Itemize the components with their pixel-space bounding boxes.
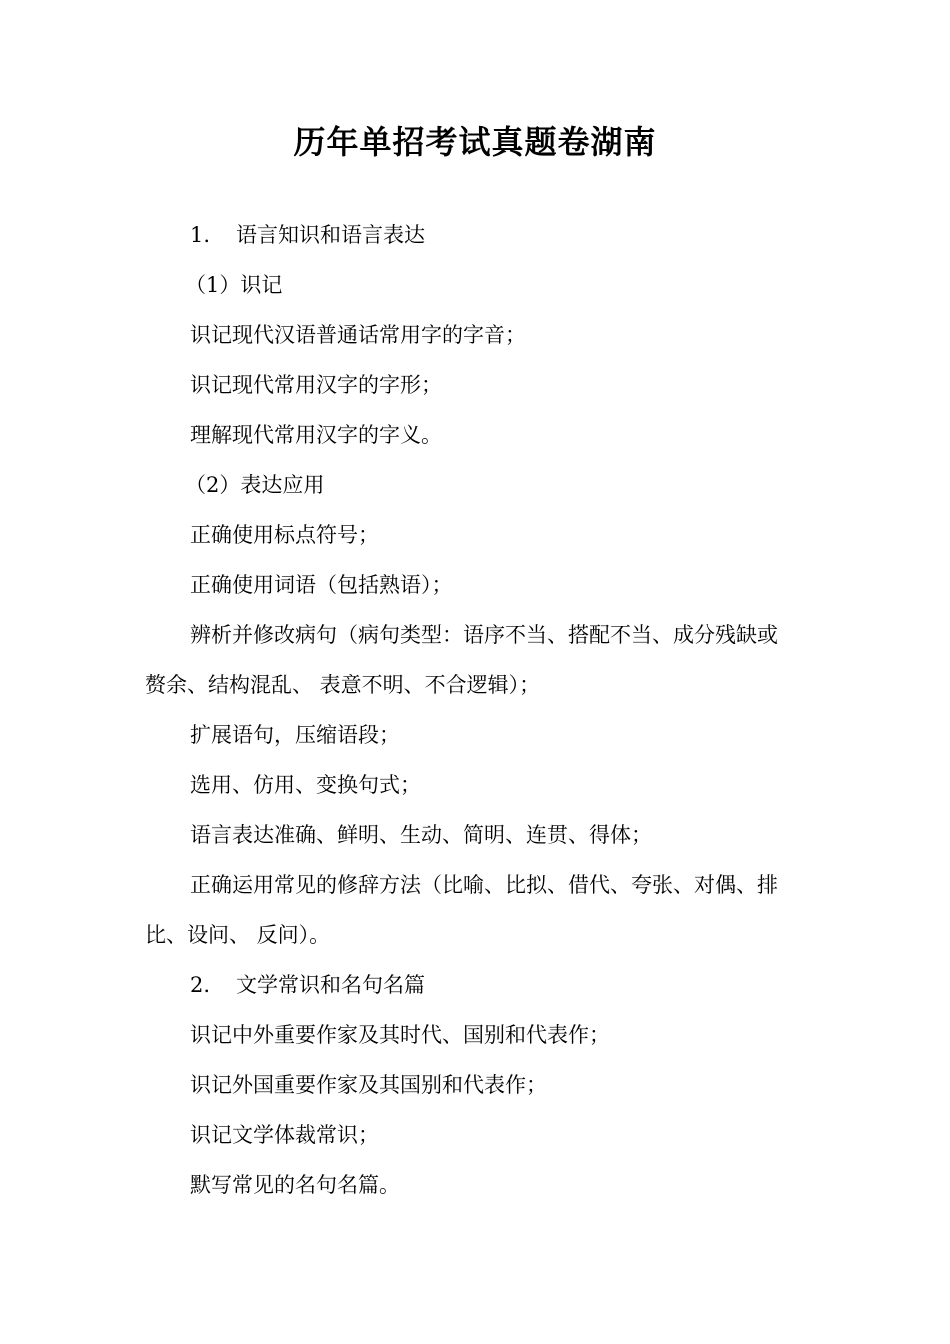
list-item: 正确使用标点符号；	[190, 523, 379, 547]
list-item: 识记现代汉语普通话常用字的字音；	[190, 323, 526, 347]
document-title: 历年单招考试真题卷湖南	[293, 123, 657, 161]
list-item-continuation: 赘余、结构混乱、 表意不明、不合逻辑）；	[145, 673, 541, 697]
list-item: 识记外国重要作家及其国别和代表作；	[190, 1073, 547, 1097]
list-item: 识记现代常用汉字的字形；	[190, 373, 442, 397]
subsection-label: （1）识记	[185, 273, 283, 297]
list-item: 默写常见的名句名篇。	[190, 1173, 400, 1197]
list-item: 正确运用常见的修辞方法（比喻、比拟、借代、夸张、对偶、排	[190, 873, 778, 897]
section-title: 文学常识和名句名篇	[236, 973, 425, 997]
section-heading	[145, 960, 825, 1010]
section-heading	[145, 210, 825, 260]
list-item: 识记文学体裁常识；	[190, 1123, 379, 1147]
list-item: 选用、仿用、变换句式；	[190, 773, 421, 797]
list-item: 理解现代常用汉字的字义。	[190, 423, 442, 447]
list-item: 正确使用词语（包括熟语）；	[190, 573, 453, 597]
document-body	[145, 210, 825, 1210]
list-item: 语言表达准确、鲜明、生动、简明、连贯、得体；	[190, 823, 652, 847]
list-item-continuation: 比、设问、 反问）。	[145, 923, 331, 947]
list-item: 识记中外重要作家及其时代、国别和代表作；	[190, 1023, 610, 1047]
list-item: 辨析并修改病句（病句类型：语序不当、搭配不当、成分残缺或	[190, 623, 778, 647]
list-item: 扩展语句，压缩语段；	[190, 723, 400, 747]
section-title: 语言知识和语言表达	[236, 223, 425, 247]
subsection-label: （2）表达应用	[185, 473, 325, 497]
section-number: 2.	[190, 973, 211, 997]
section-number: 1.	[190, 223, 211, 247]
